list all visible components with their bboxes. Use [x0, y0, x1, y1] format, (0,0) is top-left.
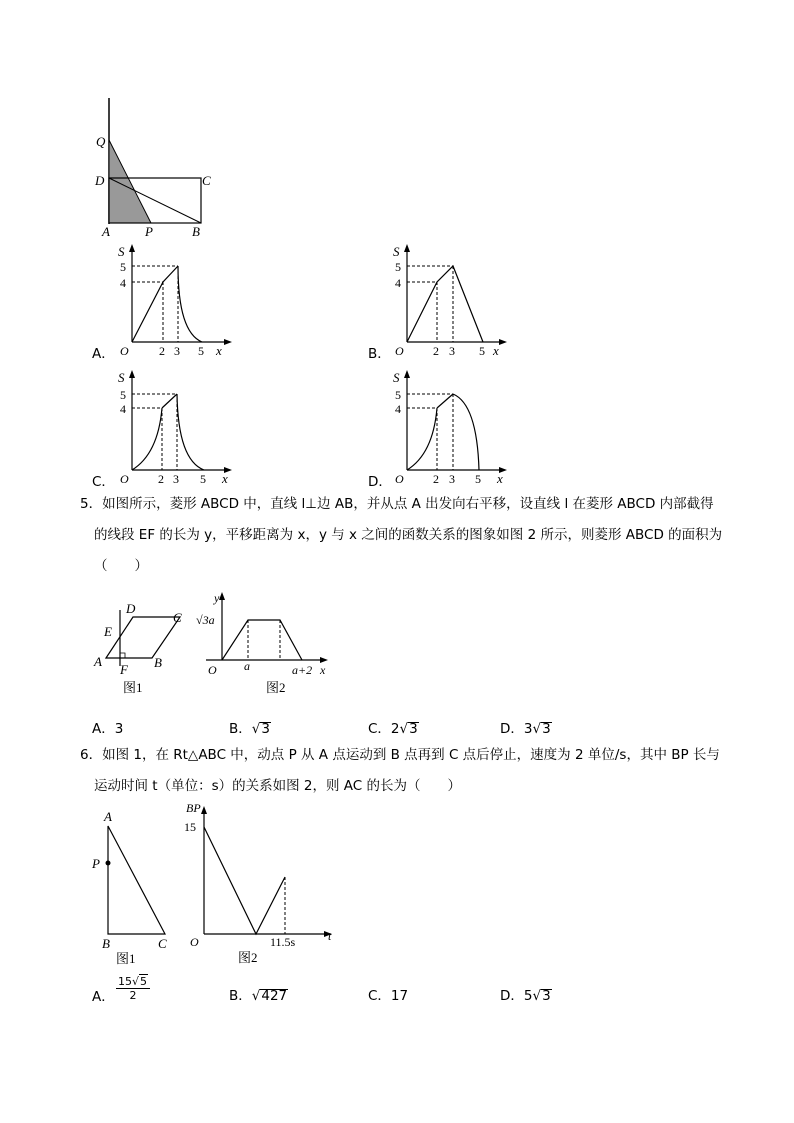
label-q6-options-a_den: 2	[129, 989, 137, 1002]
label-q6-options-b_prefix: B．	[229, 988, 252, 1004]
q6-figure-2-graph	[182, 800, 342, 965]
label-q5-fig1-b: B	[154, 655, 162, 670]
label-d: D	[95, 173, 105, 188]
label-q5-fig1-a: A	[94, 654, 102, 669]
label-q4_options-d-x3: 3	[449, 472, 455, 486]
label-q5-options-b_rad: 3	[261, 721, 270, 737]
label-q6-fig2-bp: BP	[186, 801, 201, 815]
label-q4_options-a-x2: 2	[159, 344, 165, 358]
q4-option-d-graph	[385, 370, 515, 485]
label-q4_options-b-x5: 5	[479, 344, 485, 358]
question-5-text	[80, 489, 730, 582]
label-q4_options-a-x3: 3	[174, 344, 180, 358]
q5-option-d[interactable]: D．3√3	[500, 721, 551, 737]
label-q6-options-b_rad: 427	[261, 988, 288, 1004]
label-q5-options-b_prefix: B．	[229, 721, 252, 737]
label-q6-fig2-t_end: 11.5s	[270, 935, 296, 949]
label-q4_options-b-s: S	[393, 244, 400, 259]
q5-option-b[interactable]: B．√3	[229, 721, 270, 737]
label-b: B	[192, 224, 200, 239]
label-q6-fig2-t: t	[328, 929, 332, 943]
label-q4_options-a-o: O	[120, 344, 129, 358]
q4-option-a-graph	[110, 244, 240, 359]
label-q6-fig1-caption: 图1	[116, 951, 136, 966]
label-q5-fig2-sqrt3a: √3a	[196, 613, 215, 627]
label-q6-fig1-a: A	[104, 809, 112, 824]
q6-figure-1-triangle	[92, 808, 182, 968]
label-q4_options-c-y5: 5	[120, 388, 126, 402]
label-q5-options-c_prefix: C．2	[368, 721, 400, 737]
label-q5-fig2-x: x	[320, 663, 326, 677]
label-q5-options-d_prefix: D．3	[500, 721, 533, 737]
q5-figure-1-rhombus	[92, 600, 212, 700]
q4-option-d-letter[interactable]: D．	[368, 474, 392, 490]
label-q4_options-b-x2: 2	[433, 344, 439, 358]
label-q4_options-c-x2: 2	[158, 472, 164, 486]
label-q4_options-d-s: S	[393, 370, 400, 385]
q6-option-b[interactable]: B．√427	[229, 988, 288, 1004]
label-a: A	[102, 224, 110, 239]
label-q6-options-a_rad: 5	[140, 975, 147, 988]
label-q5-fig2-o: O	[208, 663, 217, 677]
label-p: P	[145, 224, 153, 239]
label-q5-fig1-f: F	[120, 662, 128, 677]
label-q4_options-c-x: x	[222, 471, 228, 486]
label-q5-fig1-c: C	[173, 610, 182, 625]
label-q5-fig2-a2: a+2	[292, 663, 313, 677]
q4-option-c-graph	[110, 370, 240, 485]
label-q5-options-d_rad: 3	[542, 721, 551, 737]
label-q4_options-c-x5: 5	[200, 472, 206, 486]
label-q5-fig2-y: y	[214, 591, 220, 605]
label-q6-options-a_prefix: A．	[92, 989, 115, 1005]
label-q4_options-d-x: x	[497, 471, 503, 486]
label-q4_options-d-x2: 2	[433, 472, 439, 486]
q5-option-c[interactable]: C．2√3	[368, 721, 418, 737]
label-q4_options-d-o: O	[395, 472, 404, 486]
q4-option-b-letter[interactable]: B．	[368, 346, 391, 362]
question-6-text	[80, 740, 730, 802]
q5-line-1: 5．如图所示，菱形 ABCD 中，直线 l⊥边 AB，并从点 A 出发向右平移，设直线 l 在菱形 ABCD 内部截得	[80, 496, 714, 512]
label-q4_options-d-y4: 4	[395, 402, 401, 416]
label-q5-fig2-caption: 图2	[266, 680, 286, 695]
label-q4_options-b-x: x	[493, 343, 499, 358]
q6-option-d[interactable]: D．5√3	[500, 988, 551, 1004]
q4-option-a-letter[interactable]: A．	[92, 346, 115, 362]
label-q5-fig1-caption: 图1	[123, 680, 143, 695]
label-q6-options-d_rad: 3	[542, 988, 551, 1004]
label-q4_options-a-y5: 5	[120, 260, 126, 274]
label-q4_options-a-x5: 5	[198, 344, 204, 358]
label-q4_options-a-s: S	[118, 244, 125, 259]
q6-option-c[interactable]: C．17	[368, 988, 409, 1004]
label-q4_options-d-y5: 5	[395, 388, 401, 402]
label-q4_options-b-y5: 5	[395, 260, 401, 274]
label-q6-fig1-c: C	[158, 936, 167, 951]
label-q4_options-c-y4: 4	[120, 402, 126, 416]
label-q6-fig2-caption: 图2	[238, 950, 258, 965]
label-q4_options-a-y4: 4	[120, 276, 126, 290]
q5-line-2: 的线段 EF 的长为 y，平移距离为 x，y 与 x 之间的函数关系的图象如图 2 所示，则菱形 ABCD 的面积为	[94, 527, 723, 543]
label-q5-options-c_rad: 3	[409, 721, 418, 737]
label-c: C	[202, 173, 211, 188]
q4-option-c-letter[interactable]: C．	[92, 474, 115, 490]
label-q6-fig1-b: B	[102, 936, 110, 951]
label-q6-options-a_num: 15	[117, 975, 132, 988]
label-q4_options-d-x5: 5	[475, 472, 481, 486]
label-q4_options-c-o: O	[120, 472, 129, 486]
label-q6-fig1-p: P	[92, 856, 100, 871]
label-q6-options-d_prefix: D．5	[500, 988, 533, 1004]
label-q4_options-b-y4: 4	[395, 276, 401, 290]
q4-option-b-graph	[385, 244, 515, 359]
q5-option-a[interactable]: A．3	[92, 721, 124, 737]
q5-line-3: （ ）	[94, 558, 148, 574]
q6-line-2: 运动时间 t（单位：s）的关系如图 2，则 AC 的长为（ ）	[94, 778, 462, 794]
label-q5-fig2-a: a	[244, 659, 250, 673]
label-q4_options-b-x3: 3	[449, 344, 455, 358]
label-q4_options-a-x: x	[216, 343, 222, 358]
q6-line-1: 6．如图 1，在 Rt△ABC 中，动点 P 从 A 点运动到 B 点再到 C 点后停止，速度为 2 单位/s，其中 BP 长与	[80, 747, 720, 763]
q5-figure-2-graph	[196, 590, 336, 700]
label-q6-fig2-y15: 15	[184, 820, 196, 834]
label-q6-fig2-o: O	[190, 935, 199, 949]
label-q4_options-b-o: O	[395, 344, 404, 358]
label-q4_options-c-x3: 3	[173, 472, 179, 486]
label-q5-fig1-e: E	[104, 624, 112, 639]
label-q4_options-c-s: S	[118, 370, 125, 385]
label-q5-fig1-d: D	[126, 601, 136, 616]
label-q: Q	[96, 134, 106, 149]
